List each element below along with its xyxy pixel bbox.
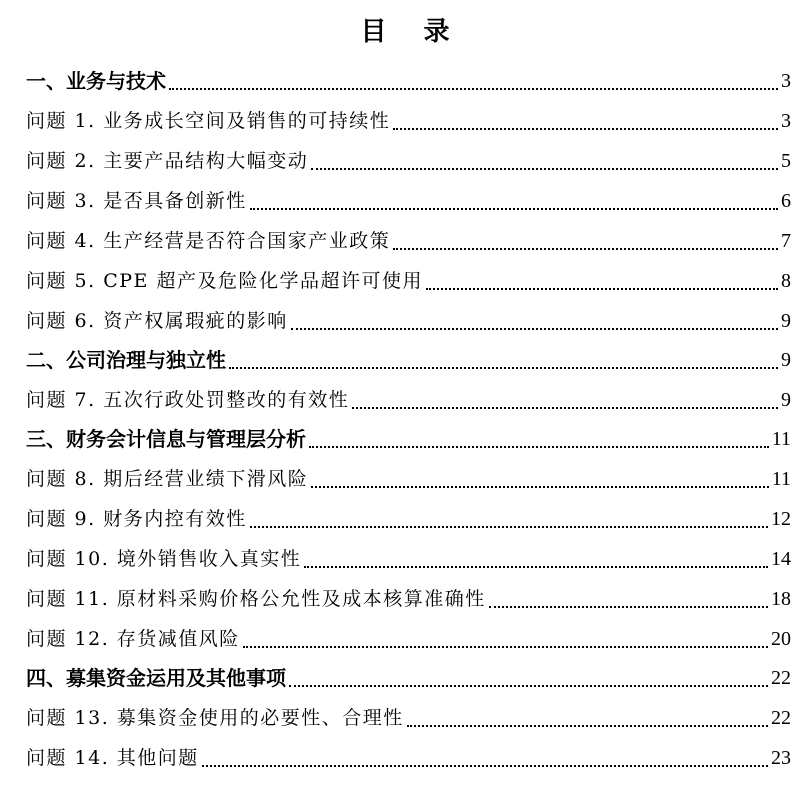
toc-dot-leader <box>311 168 778 170</box>
toc-page-number: 22 <box>771 707 791 729</box>
toc-section-row[interactable] <box>26 337 791 376</box>
toc-dot-leader <box>489 606 768 608</box>
toc-question-row[interactable] <box>26 177 791 217</box>
toc-page-number: 20 <box>771 628 791 650</box>
toc-question-row[interactable] <box>26 575 791 615</box>
toc-page-number: 11 <box>771 468 791 490</box>
toc-dot-leader <box>407 725 768 727</box>
toc-entry-text: 问题 8. 期后经营业绩下滑风险 <box>26 468 309 490</box>
toc-page-number: 9 <box>781 389 791 411</box>
toc-question-row[interactable] <box>26 257 791 297</box>
toc-entry-text: 问题 9. 财务内控有效性 <box>26 508 247 530</box>
toc-entry-text: 问题 14. 其他问题 <box>26 747 199 769</box>
toc-dot-leader <box>393 248 778 250</box>
toc-question-row[interactable] <box>26 297 791 337</box>
toc-entry-text: 四、募集资金运用及其他事项 <box>26 666 286 690</box>
toc-dot-leader <box>393 128 778 130</box>
toc-title: 目 录 <box>360 17 464 47</box>
toc-question-row[interactable] <box>26 615 791 655</box>
toc-question-row[interactable] <box>26 535 791 575</box>
toc-page-number: 3 <box>781 110 791 132</box>
toc-dot-leader <box>426 288 778 290</box>
toc-entry-text: 问题 4. 生产经营是否符合国家产业政策 <box>26 230 391 252</box>
toc-page-number: 6 <box>781 190 791 212</box>
toc-entry-text: 三、财务会计信息与管理层分析 <box>26 427 306 451</box>
toc-dot-leader <box>250 208 778 210</box>
toc-question-row[interactable] <box>26 97 791 137</box>
toc-entry-text: 问题 10. 境外销售收入真实性 <box>26 548 302 570</box>
toc-dot-leader <box>169 88 778 90</box>
toc-entry-text: 一、业务与技术 <box>26 69 166 93</box>
toc-question-row[interactable] <box>26 455 791 495</box>
toc-page-number: 11 <box>771 428 791 450</box>
toc-page-number: 14 <box>771 548 791 570</box>
toc-dot-leader <box>309 446 769 448</box>
toc-entry-text: 问题 5. CPE 超产及危险化学品超许可使用 <box>26 270 423 292</box>
toc-question-row[interactable] <box>26 694 791 734</box>
toc-section-row[interactable] <box>26 655 791 694</box>
toc-page-number: 9 <box>781 310 791 332</box>
toc-dot-leader <box>229 367 778 369</box>
toc-list <box>26 58 791 774</box>
toc-question-row[interactable] <box>26 734 791 774</box>
toc-dot-leader <box>202 765 768 767</box>
toc-question-row[interactable] <box>26 217 791 257</box>
toc-page-number: 3 <box>781 70 791 92</box>
toc-page-number: 5 <box>781 150 791 172</box>
toc-dot-leader <box>304 566 768 568</box>
toc-entry-text: 问题 2. 主要产品结构大幅变动 <box>26 150 309 172</box>
toc-dot-leader <box>311 486 769 488</box>
toc-question-row[interactable] <box>26 137 791 177</box>
toc-section-row[interactable] <box>26 416 791 455</box>
toc-entry-text: 问题 12. 存货减值风险 <box>26 628 240 650</box>
toc-page-number: 22 <box>771 667 791 689</box>
toc-dot-leader <box>243 646 768 648</box>
toc-question-row[interactable] <box>26 495 791 535</box>
toc-page-number: 9 <box>781 349 791 371</box>
toc-page-number: 7 <box>781 230 791 252</box>
toc-entry-text: 问题 13. 募集资金使用的必要性、合理性 <box>26 707 404 729</box>
toc-dot-leader <box>289 685 768 687</box>
toc-page-number: 18 <box>771 588 791 610</box>
toc-section-row[interactable] <box>26 58 791 97</box>
toc-page-number: 12 <box>771 508 791 530</box>
toc-question-row[interactable] <box>26 376 791 416</box>
toc-page-number: 23 <box>771 747 791 769</box>
toc-dot-leader <box>291 328 778 330</box>
toc-page-number: 8 <box>781 270 791 292</box>
toc-entry-text: 问题 11. 原材料采购价格公允性及成本核算准确性 <box>26 588 486 610</box>
toc-entry-text: 二、公司治理与独立性 <box>26 348 226 372</box>
toc-entry-text: 问题 6. 资产权属瑕疵的影响 <box>26 310 288 332</box>
toc-dot-leader <box>352 407 778 409</box>
toc-entry-text: 问题 3. 是否具备创新性 <box>26 190 247 212</box>
toc-entry-text: 问题 7. 五次行政处罚整改的有效性 <box>26 389 350 411</box>
toc-dot-leader <box>250 526 768 528</box>
toc-entry-text: 问题 1. 业务成长空间及销售的可持续性 <box>26 110 391 132</box>
